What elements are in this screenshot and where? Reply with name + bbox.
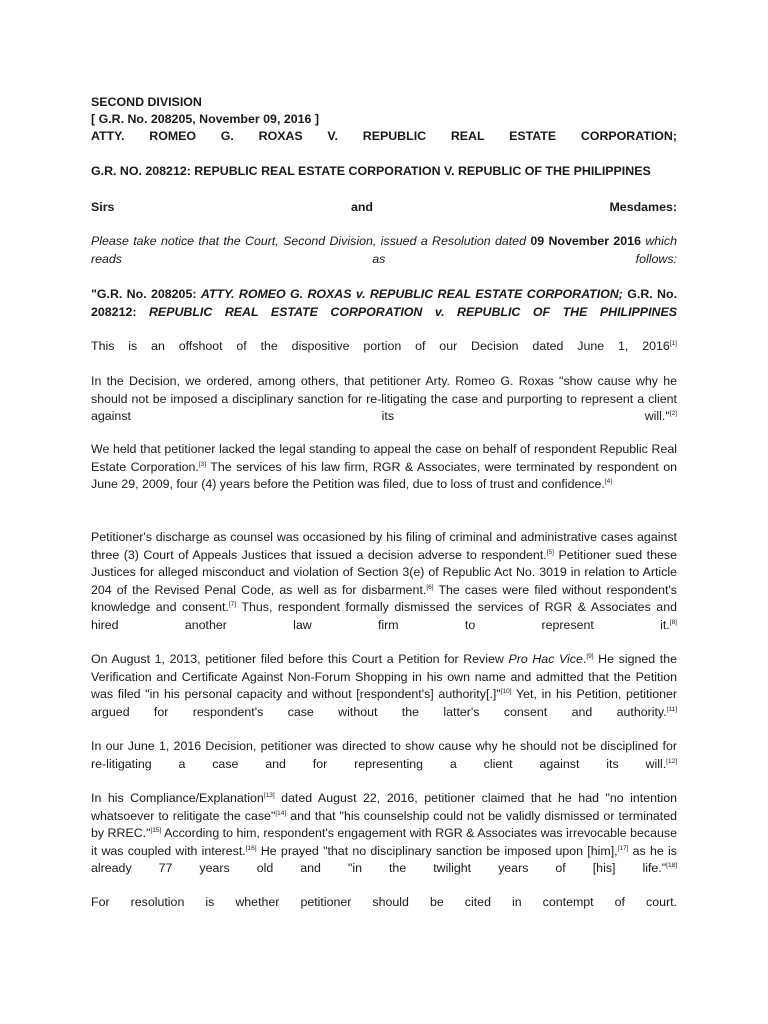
paragraph-4-text-cont: Petitioner sued these Justices for alleged misconduct and violation of Section 3(e) of Republic Act No. 3019 in relation to Article 204 of the Revised Penal Code, as well as for disbarment. (91, 547, 677, 597)
resolution-gr-2: G.R. No. 208212: (91, 287, 678, 319)
paragraph-7 (91, 790, 677, 878)
case-title-consolidated: G.R. NO. 208212: REPUBLIC REAL ESTATE CORPORATION V. REPUBLIC OF THE PHILIPPINES (91, 164, 651, 178)
paragraph-3-text: We held that petitioner lacked the legal standing to appeal the case on behalf of respondent Republic Real Estate Corporation. (91, 442, 677, 474)
footnote-ref[interactable]: [13] (263, 792, 275, 799)
division-heading: SECOND DIVISION (91, 95, 202, 109)
paragraph-7-text-cont5: as he is already 77 years old and "in the twilight years of [his] life." (91, 843, 677, 875)
case-title: ATTY. ROMEO G. ROXAS V. REPUBLIC REAL ESTATE CORPORATION; (91, 129, 677, 143)
footnote-ref[interactable]: [14] (275, 809, 287, 817)
footnote-ref[interactable]: [5] (546, 548, 554, 556)
footnote-ref[interactable]: [18] (666, 862, 677, 869)
footnote-ref[interactable]: [2] (669, 410, 677, 417)
paragraph-5-text: On August 1, 2013, petitioner filed before this Court a Petition for Review (91, 652, 509, 666)
footnote-ref[interactable]: [15] (150, 827, 162, 834)
footnote-ref[interactable]: [9] (586, 653, 594, 660)
paragraph-2 (91, 373, 677, 426)
footnote-ref[interactable]: [6] (426, 583, 434, 591)
footnote-ref[interactable]: [1] (669, 340, 677, 347)
notice-text: Please take notice that the Court, Second Division, issued a Resolution dated (91, 234, 531, 248)
footnote-ref[interactable]: [17] (617, 844, 629, 852)
salutation-and: and (350, 200, 373, 214)
notice-text-end: which reads as follows: (91, 234, 677, 266)
notice-paragraph (91, 233, 677, 268)
paragraph-7-text: In his Compliance/Explanation (91, 791, 264, 805)
paragraph-6-text: In our June 1, 2016 Decision, petitioner was directed to show cause why he should not be disciplined for re-litigating a case and for representing a client against its will. (91, 739, 677, 771)
footnote-ref[interactable]: [7] (228, 601, 237, 608)
resolution-date: 09 November 2016 (530, 234, 641, 248)
paragraph-5 (91, 651, 677, 721)
paragraph-5-text-cont2: Yet, in his Petition, petitioner argued for respondent's case without the latter's consent and authority. (91, 687, 677, 719)
paragraph-1-text: This is an offshoot of the dispositive portion of our Decision dated June 1, 2016 (91, 339, 670, 353)
paragraph-7-text-cont3: According to him, respondent's engagement with RGR & Associates was irrevocable because it was coupled with interest. (91, 826, 677, 858)
paragraph-2-text: In the Decision, we ordered, among others, that petitioner Arty. Romeo G. Roxas "show cause why he should not be imposed a disciplinary sanction for re-litigating the case and purporting to represent a client against its will." (91, 374, 677, 423)
footnote-ref[interactable]: [11] (666, 705, 677, 713)
gr-number-date: [ G.R. No. 208205, November 09, 2016 ] (91, 112, 319, 126)
paragraph-5-period: . (582, 652, 587, 666)
salutation-sirs: Sirs (91, 200, 115, 214)
paragraph-4-text-cont3: Thus, respondent formally dismissed the services of RGR & Associates and hired another law firm to represent it. (91, 600, 677, 632)
paragraph-3 (91, 441, 677, 494)
paragraph-3-text-cont: The services of his law firm, RGR & Associates, were terminated by respondent on June 29, 2009, four (4) years before the Petition was filed, due to loss of trust and confidence. (91, 459, 677, 491)
salutation (91, 199, 677, 217)
paragraph-7-text-cont2: and that "his counselship could not be validly dismissed or terminated by RREC." (91, 808, 677, 840)
footnote-ref[interactable]: [3] (198, 460, 207, 468)
footnote-ref[interactable]: [4] (604, 478, 613, 485)
footnote-ref[interactable]: [12] (666, 757, 677, 765)
resolution-heading (91, 286, 677, 321)
paragraph-7-text-cont4: He prayed "that no disciplinary sanction be imposed upon [him], (256, 843, 618, 858)
resolution-title-2: REPUBLIC REAL ESTATE CORPORATION v. REPUBLIC OF THE PHILIPPINES (148, 304, 677, 319)
paragraph-7-text-cont: dated August 22, 2016, petitioner claimed that he had "no intention whatsoever to relitigate the case" (91, 791, 677, 823)
paragraph-4-text-cont2: The cases were filed without respondent's knowledge and consent. (91, 582, 678, 614)
footnote-ref[interactable]: [16] (245, 844, 257, 852)
paragraph-4 (91, 529, 677, 634)
paragraph-6 (91, 738, 677, 773)
paragraph-5-italic: Pro Hac Vice (508, 652, 583, 666)
paragraph-4-text: Petitioner's discharge as counsel was occasioned by his filing of criminal and administrative cases against three (3) Court of Appeals Justices that issued a decision adverse to respondent. (91, 530, 677, 562)
salutation-mesdames: Mesdames: (609, 200, 677, 214)
paragraph-8: For resolution is whether petitioner should be cited in contempt of court. (91, 895, 677, 909)
footnote-ref[interactable]: [10] (500, 688, 512, 695)
resolution-title-1: ATTY. ROMEO G. ROXAS v. REPUBLIC REAL ESTATE CORPORATION; (200, 287, 628, 301)
paragraph-5-text-cont: He signed the Verification and Certificate Against Non-Forum Shopping in his own name and admitted that the Petition was filed "in his personal capacity and without [respondent's] authority[.]" (91, 652, 677, 701)
footnote-ref[interactable]: [8] (669, 618, 677, 626)
paragraph-1 (91, 338, 677, 356)
resolution-gr-1: "G.R. No. 208205: (91, 287, 201, 301)
